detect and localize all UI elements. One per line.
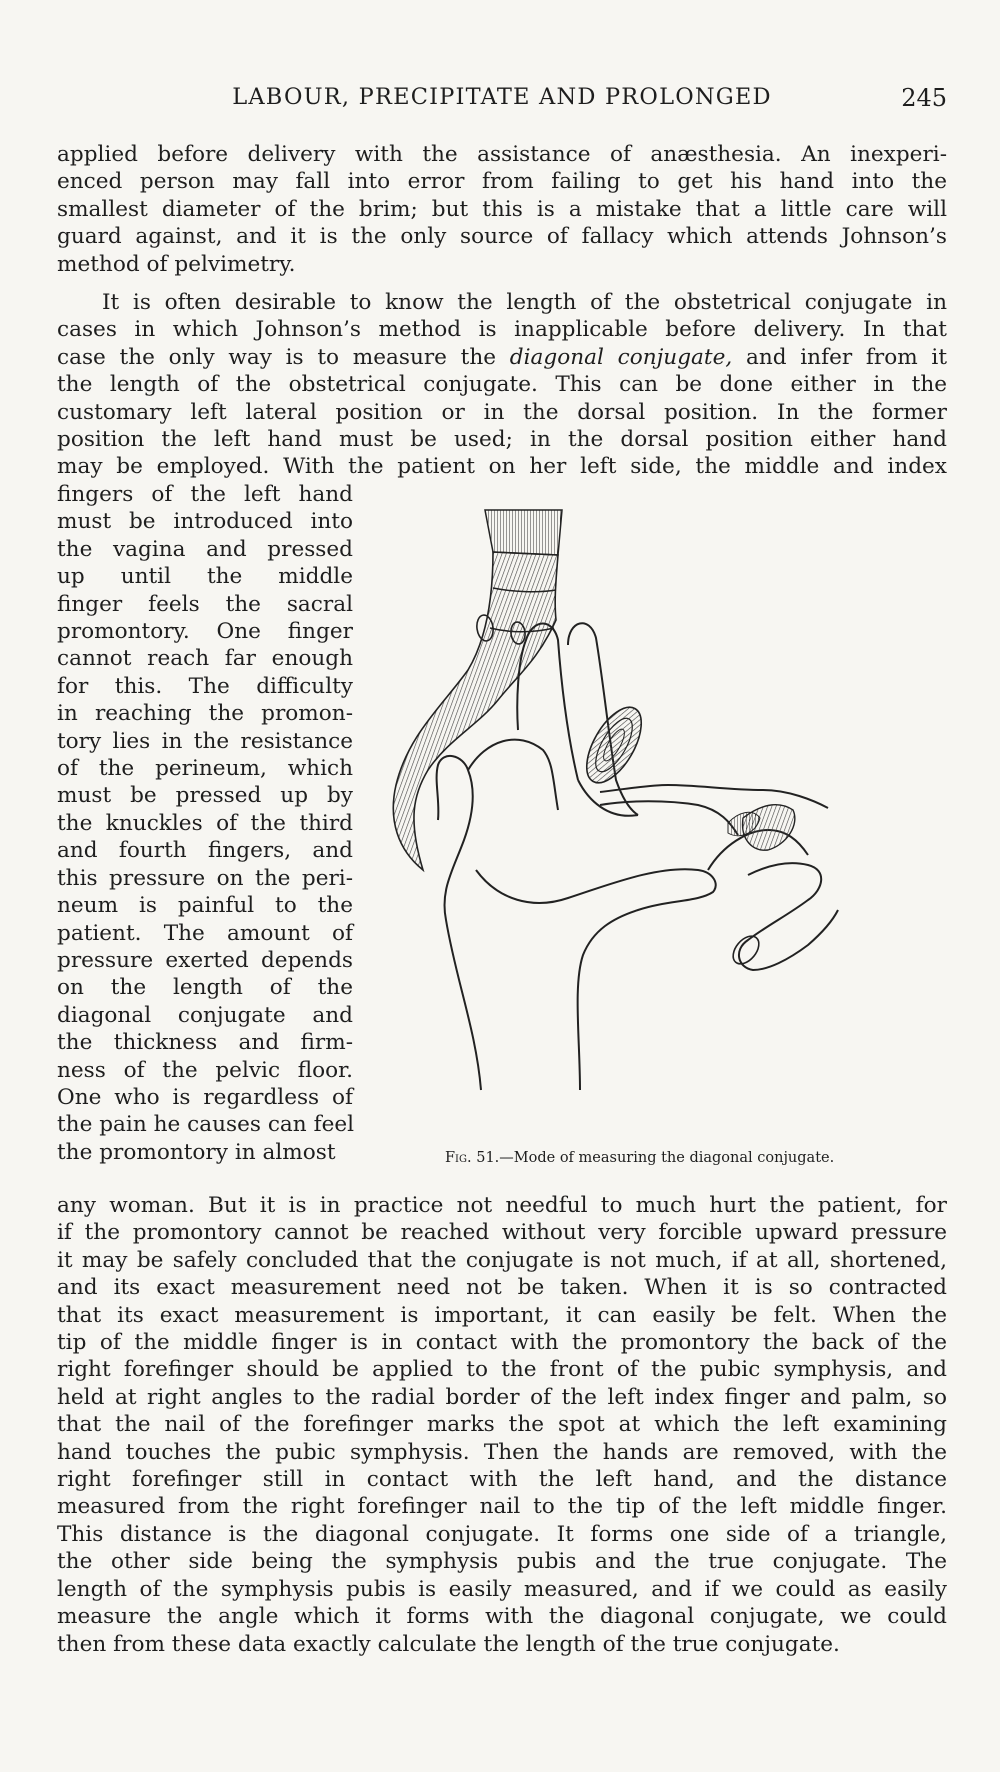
text-line: if the promontory cannot be reached without very forcible upward pressure — [57, 1220, 947, 1246]
text-line: tory lies in the resistance — [57, 728, 353, 754]
paragraph-1 — [57, 141, 947, 278]
text-line: in reaching the promon- — [57, 701, 353, 727]
text-line: length of the symphysis pubis is easily measured, and if we could as easily — [57, 1576, 947, 1602]
text-line: of the perineum, which — [57, 756, 353, 782]
sacrum-illustration — [393, 510, 562, 870]
text-line: method of pelvimetry. — [57, 251, 296, 277]
text-line: held at right angles to the radial border of the left index finger and palm, so — [57, 1384, 947, 1410]
text-line: the pain he causes can feel — [57, 1112, 355, 1138]
text-line: may be employed. With the patient on her left side, the middle and index — [57, 454, 947, 480]
text-line: this pressure on the peri- — [57, 865, 353, 891]
text-line: must be pressed up by — [57, 783, 353, 809]
hand-illustration — [368, 500, 948, 1155]
text-line: fingers of the left hand — [57, 482, 353, 507]
text-line: cases in which Johnson’s method is inapplicable before delivery. In that — [57, 317, 947, 343]
text-line: the knuckles of the third — [57, 810, 353, 836]
paragraph-2 — [57, 289, 947, 481]
text-line: This distance is the diagonal conjugate. It forms one side of a triangle, — [57, 1521, 947, 1547]
text-line: cannot reach far enough — [57, 646, 353, 672]
text-line: measured from the right forefinger nail to the tip of the left middle finger. — [57, 1494, 947, 1520]
figure-label: Fig. 51. — [445, 1150, 500, 1166]
text-line: One who is regardless of — [57, 1084, 353, 1110]
text-line: the vagina and pressed — [57, 536, 353, 562]
text-line: on the length of the — [57, 975, 353, 1001]
figure-caption-text: —Mode of measuring the diagonal conjugate. — [499, 1150, 835, 1166]
text-line: guard against, and it is the only source of fallacy which attends Johnson’s — [57, 224, 947, 250]
text-line: applied before delivery with the assistance of anæsthesia. An inexperi- — [57, 142, 947, 167]
text-line: pressure exerted depends — [57, 947, 353, 973]
text-line: it may be safely concluded that the conjugate is not much, if at all, shortened, — [57, 1247, 947, 1273]
text-line: then from these data exactly calculate the length of the true conjugate. — [57, 1631, 840, 1657]
text-line: and fourth fingers, and — [57, 838, 353, 864]
text-line: customary left lateral position or in the dorsal position. In the former — [57, 399, 947, 425]
text-line: any woman. But it is in practice not needful to much hurt the patient, for — [57, 1193, 947, 1218]
figure-51 — [368, 500, 948, 1155]
text-line: neum is painful to the — [57, 893, 353, 919]
text-line: and its exact measurement need not be taken. When it is so contracted — [57, 1275, 947, 1301]
text-line: tip of the middle finger is in contact with the promontory the back of the — [57, 1330, 947, 1356]
text-line: the length of the obstetrical conjugate. This can be done either in the — [57, 372, 947, 398]
text-line: finger feels the sacral — [57, 591, 353, 617]
text-segment: case the only way is to measure the — [57, 344, 510, 370]
text-line: It is often desirable to know the length of the obstetrical conjugate in — [102, 290, 947, 315]
text-line: right forefinger should be applied to the front of the pubic symphysis, and — [57, 1357, 947, 1383]
pubic-symphysis-illustration — [576, 699, 653, 792]
text-line: the promontory in almost — [57, 1139, 336, 1165]
text-line: hand touches the pubic symphysis. Then the hands are removed, with the — [57, 1439, 947, 1465]
figure-caption — [445, 1150, 905, 1166]
perineum-tissue-illustration — [728, 805, 795, 851]
emphasis-term: diagonal conjugate, — [509, 344, 733, 370]
text-line: diagonal conjugate and — [57, 1002, 353, 1028]
text-line: smallest diameter of the brim; but this is a mistake that a little care will — [57, 196, 947, 222]
text-line: promontory. One finger — [57, 619, 353, 645]
text-line: the other side being the symphysis pubis and the true conjugate. The — [57, 1549, 947, 1575]
paragraph-3 — [57, 1192, 947, 1658]
text-segment: and infer from it — [732, 344, 947, 370]
text-line: patient. The amount of — [57, 920, 353, 946]
text-line: ness of the pelvic floor. — [57, 1057, 353, 1083]
text-line: that its exact measurement is important, it can easily be felt. When the — [57, 1302, 947, 1328]
text-line: must be introduced into — [57, 509, 353, 535]
running-head: LABOUR, PRECIPITATE AND PROLONGED — [232, 84, 772, 110]
text-line: position the left hand must be used; in the dorsal position either hand — [57, 427, 947, 453]
page-number: 245 — [901, 84, 947, 112]
text-line: that the nail of the forefinger marks the spot at which the left examining — [57, 1412, 947, 1438]
text-line: enced person may fall into error from failing to get his hand into the — [57, 169, 947, 195]
text-line: measure the angle which it forms with the diagonal conjugate, we could — [57, 1604, 947, 1630]
page-header — [57, 84, 947, 120]
text-line: the thickness and firm- — [57, 1030, 353, 1056]
text-line: up until the middle — [57, 564, 353, 590]
text-line — [57, 344, 947, 371]
side-column-text — [57, 481, 353, 1166]
text-line: right forefinger still in contact with the left hand, and the distance — [57, 1467, 947, 1493]
text-line: for this. The difficulty — [57, 673, 353, 699]
